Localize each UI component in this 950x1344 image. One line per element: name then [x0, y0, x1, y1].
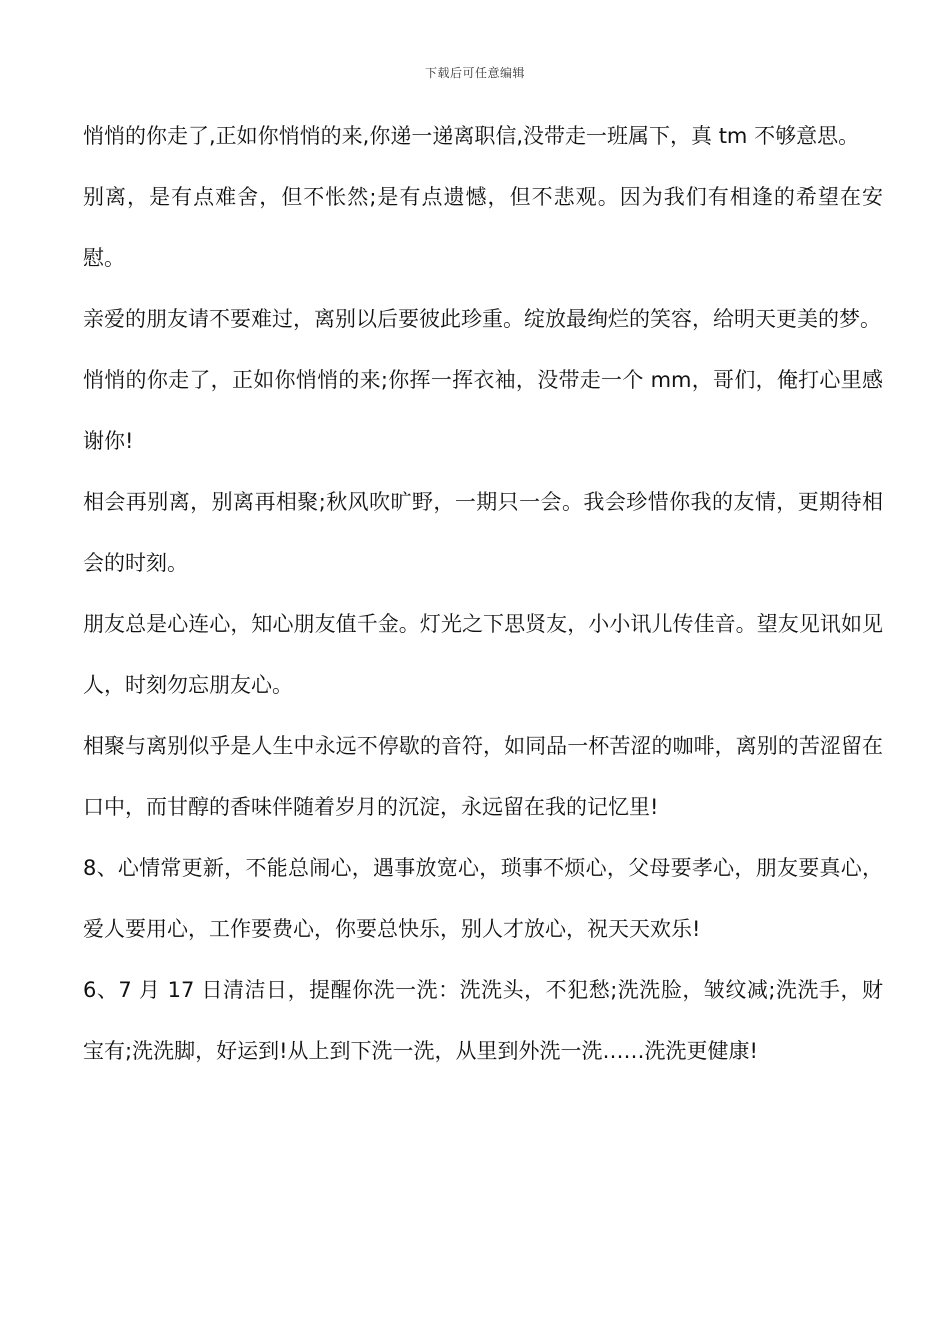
paragraph: 亲爱的朋友请不要难过，离别以后要彼此珍重。绽放最绚烂的笑容，给明天更美的梦。 — [83, 307, 881, 331]
paragraph: 悄悄的你走了，正如你悄悄的来;你挥一挥衣袖，没带走一个 mm，哥们，俺打心里感谢你! — [83, 368, 883, 453]
paragraph: 相聚与离别似乎是人生中永远不停歇的音符，如同品一杯苦涩的咖啡，离别的苦涩留在口中，而甘醇的香味伴随着岁月的沉淀，永远留在我的记忆里! — [83, 734, 883, 819]
paragraph: 相会再别离，别离再相聚;秋风吹旷野，一期只一会。我会珍惜你我的友情，更期待相会的时刻。 — [83, 490, 883, 575]
page-header-note: 下载后可任意编辑 — [424, 66, 525, 80]
paragraph: 别离，是有点难舍，但不怅然;是有点遗憾，但不悲观。因为我们有相逢的希望在安慰。 — [83, 185, 883, 270]
paragraph: 朋友总是心连心，知心朋友值千金。灯光之下思贤友，小小讯儿传佳音。望友见讯如见人，时刻勿忘朋友心。 — [83, 612, 883, 697]
paragraph: 6、7 月 17 日清洁日，提醒你洗一洗：洗洗头，不犯愁;洗洗脸，皱纹减;洗洗手，财宝有;洗洗脚，好运到!从上到下洗一洗，从里到外洗一洗……洗洗更健康! — [83, 978, 883, 1063]
paragraph: 悄悄的你走了,正如你悄悄的来,你递一递离职信,没带走一班属下，真 tm 不够意思。 — [83, 124, 860, 148]
paragraph: 8、心情常更新，不能总闹心，遇事放宽心，琐事不烦心，父母要孝心，朋友要真心，爱人要用心，工作要费心，你要总快乐，别人才放心，祝天天欢乐! — [83, 856, 883, 941]
document-body — [83, 106, 883, 1082]
